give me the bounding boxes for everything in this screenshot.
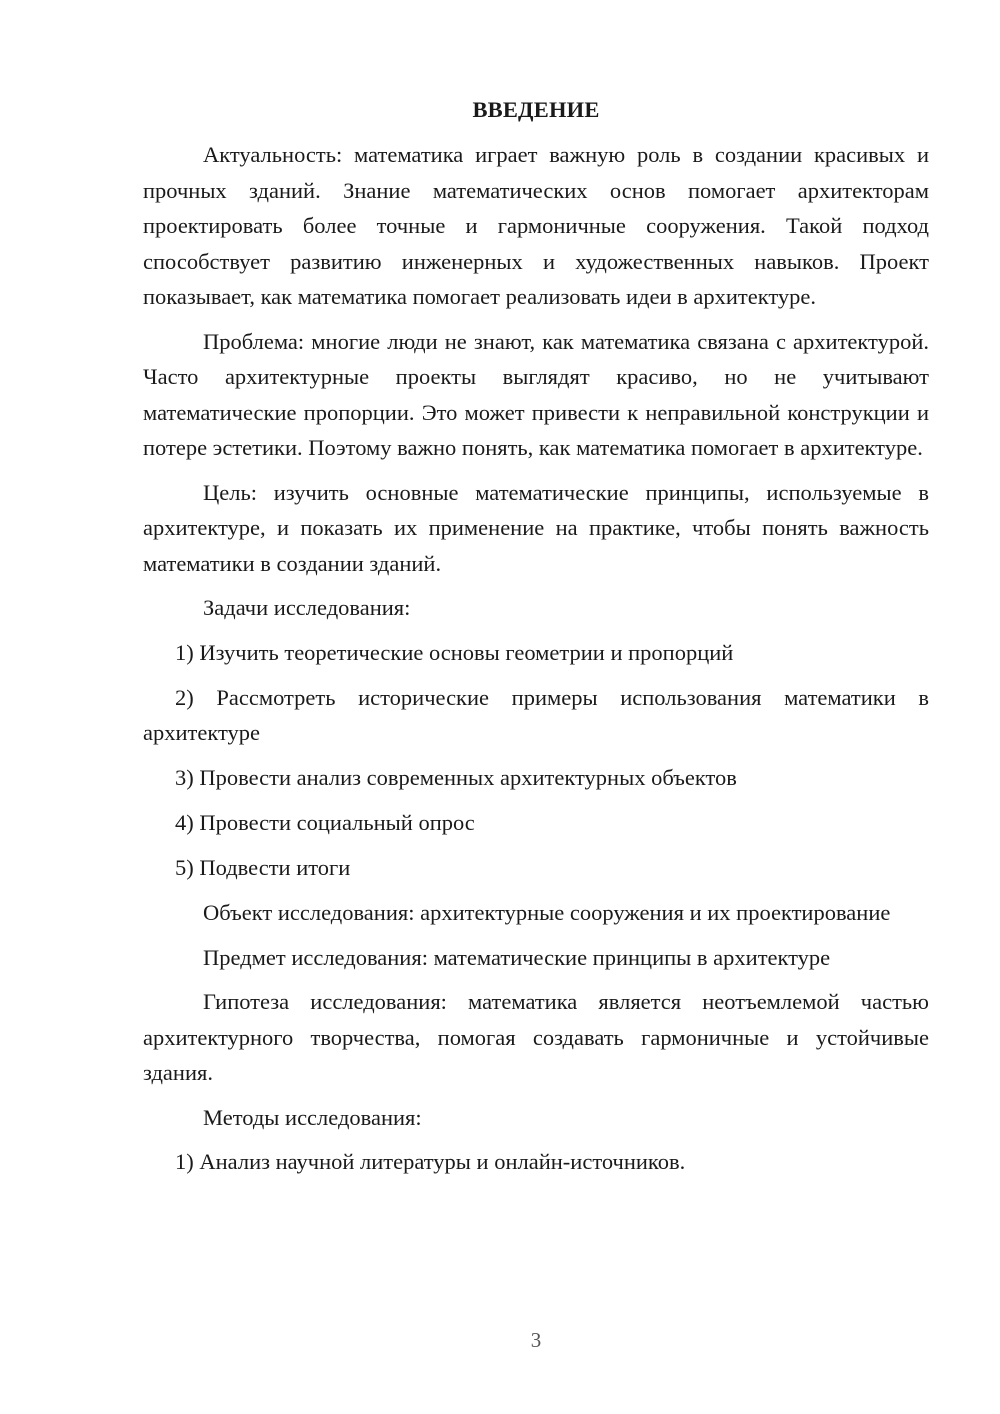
paragraph-relevance: Актуальность: математика играет важную роль в создании красивых и прочных зданий. Знание математических основ помогает архитекторам проектировать более точные и гармоничные сооружения. Такой подход способствует развитию инженерных и художественных навыков. Проект показывает, как математика помогает реализовать идеи в архитектуре. xyxy=(143,142,929,309)
section-title: ВВЕДЕНИЕ xyxy=(472,97,600,122)
methods-heading: Методы исследования: xyxy=(203,1104,422,1130)
tasks-heading: Задачи исследования: xyxy=(203,595,411,620)
task-item: 5) Подвести итоги xyxy=(175,855,351,880)
paragraph-problem: Проблема: многие люди не знают, как математика связана с архитектурой. Часто архитектурные проекты выглядят красиво, но не учитывают математические пропорции. Это может привести к неправильной конструкции и потере эстетики. Поэтому важно понять, как математика помогает в архитектуре. xyxy=(143,328,929,460)
paragraph-goal: Цель: изучить основные математические принципы, используемые в архитектуре, и показать их применение на практике, чтобы понять важность математики в создании зданий. xyxy=(143,479,929,576)
paragraph-object: Объект исследования: архитектурные сооружения и их проектирование xyxy=(203,900,891,925)
page-number: 3 xyxy=(530,1328,542,1352)
task-item: 2) Рассмотреть исторические примеры использования математики в архитектуре xyxy=(143,684,929,745)
paragraph-subject: Предмет исследования: математические принципы в архитектуре xyxy=(203,944,831,970)
task-item: 1) Изучить теоретические основы геометрии и пропорций xyxy=(175,639,734,665)
task-item: 4) Провести социальный опрос xyxy=(175,810,475,835)
page-content xyxy=(143,92,929,1189)
paragraph-hypothesis: Гипотеза исследования: математика является неотъемлемой частью архитектурного творчества, помогая создавать гармоничные и устойчивые здания. xyxy=(143,989,929,1085)
method-item: 1) Анализ научной литературы и онлайн-источников. xyxy=(175,1149,686,1174)
task-item: 3) Провести анализ современных архитектурных объектов xyxy=(175,765,737,790)
